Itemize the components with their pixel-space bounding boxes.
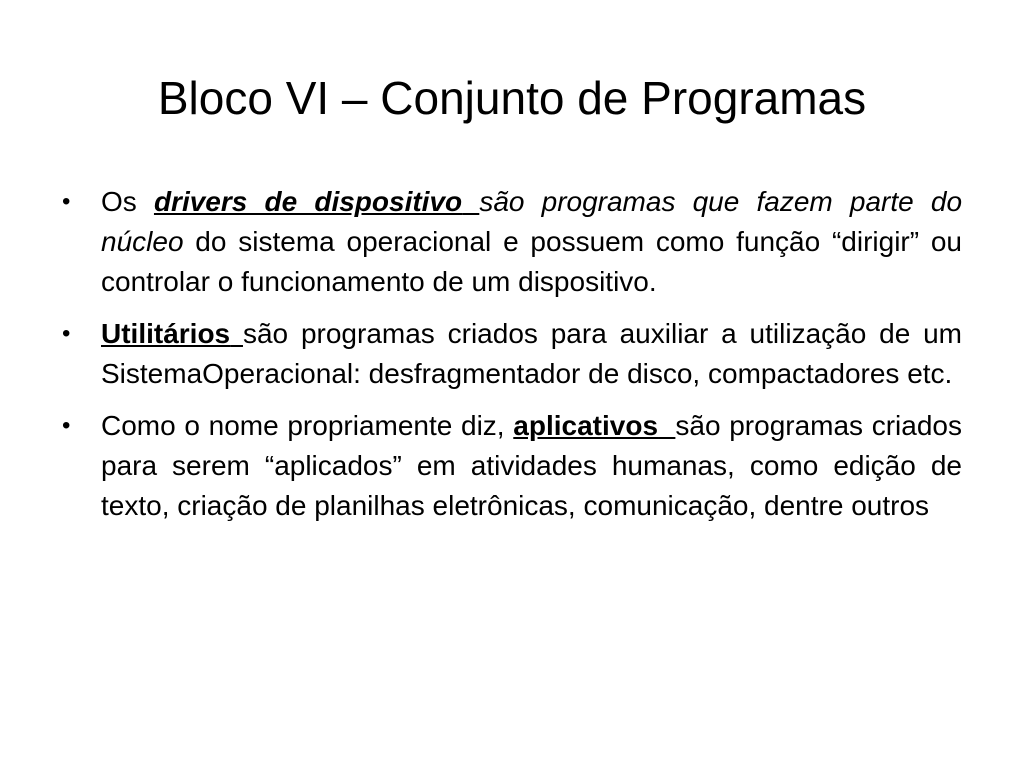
bullet-item-utilitarios	[56, 314, 962, 394]
bullet-icon	[62, 314, 70, 354]
bullet-rest-text: do sistema operacional e possuem como função “dirigir” ou controlar o funcionamento de um dispositivo.	[101, 226, 962, 297]
bullet-rest-text: são programas criados para auxiliar a utilização de um SistemaOperacional: desfragmentador de disco, compactadores etc.	[101, 318, 963, 389]
underline-gap	[230, 318, 243, 349]
italic-phrase: são programas que fazem parte do núcleo	[101, 186, 963, 257]
bullet-icon	[62, 406, 70, 446]
bullet-rest-text: são programas criados para serem “aplicados” em atividades humanas, como edição de texto, criação de planilhas eletrônicas, comunicação, dentre outros	[101, 410, 962, 521]
keyword-drivers: drivers de dispositivo	[153, 186, 463, 217]
underline-gap	[462, 186, 479, 217]
bullet-list	[56, 182, 962, 538]
bullet-item-aplicativos	[56, 406, 962, 526]
slide-title: Bloco VI – Conjunto de Programas	[157, 72, 867, 124]
keyword-aplicativos: aplicativos	[513, 410, 659, 441]
underline-gap	[658, 410, 675, 441]
bullet-lead-text: Como o nome propriamente diz,	[101, 410, 514, 441]
bullet-icon	[62, 182, 70, 222]
bullet-item-drivers	[56, 182, 962, 302]
keyword-utilitarios: Utilitários	[101, 318, 231, 349]
bullet-lead-text: Os	[101, 186, 154, 217]
